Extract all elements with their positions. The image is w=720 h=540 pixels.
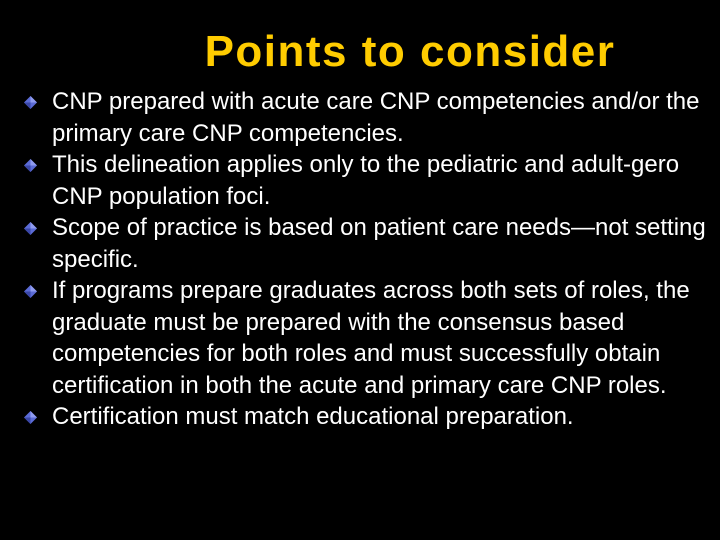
slide-title: Points to consider [204, 27, 616, 76]
bullet-text: This delineation applies only to the pediatric and adult-gero CNP population foci. [52, 151, 680, 210]
diamond-bullet-icon [24, 159, 37, 172]
diamond-bullet-icon [24, 411, 37, 424]
list-item [24, 212, 714, 275]
diamond-bullet-icon [24, 285, 37, 298]
diamond-bullet-icon [24, 96, 37, 109]
bullet-list [24, 86, 714, 433]
diamond-bullet-icon [24, 222, 37, 235]
list-item [24, 401, 714, 433]
bullet-text: Certification must match educational preparation. [52, 403, 574, 430]
bullet-text: If programs prepare graduates across both sets of roles, the graduate must be prepared with the consensus based competencies for both roles and must successfully obtain certification in both the acute and primary care CNP roles. [52, 277, 690, 399]
list-item [24, 275, 714, 401]
bullet-text: Scope of practice is based on patient care needs—not setting specific. [52, 214, 706, 273]
bullet-text: CNP prepared with acute care CNP competencies and/or the primary care CNP competencies. [52, 88, 700, 147]
list-item [24, 86, 714, 149]
list-item [24, 149, 714, 212]
